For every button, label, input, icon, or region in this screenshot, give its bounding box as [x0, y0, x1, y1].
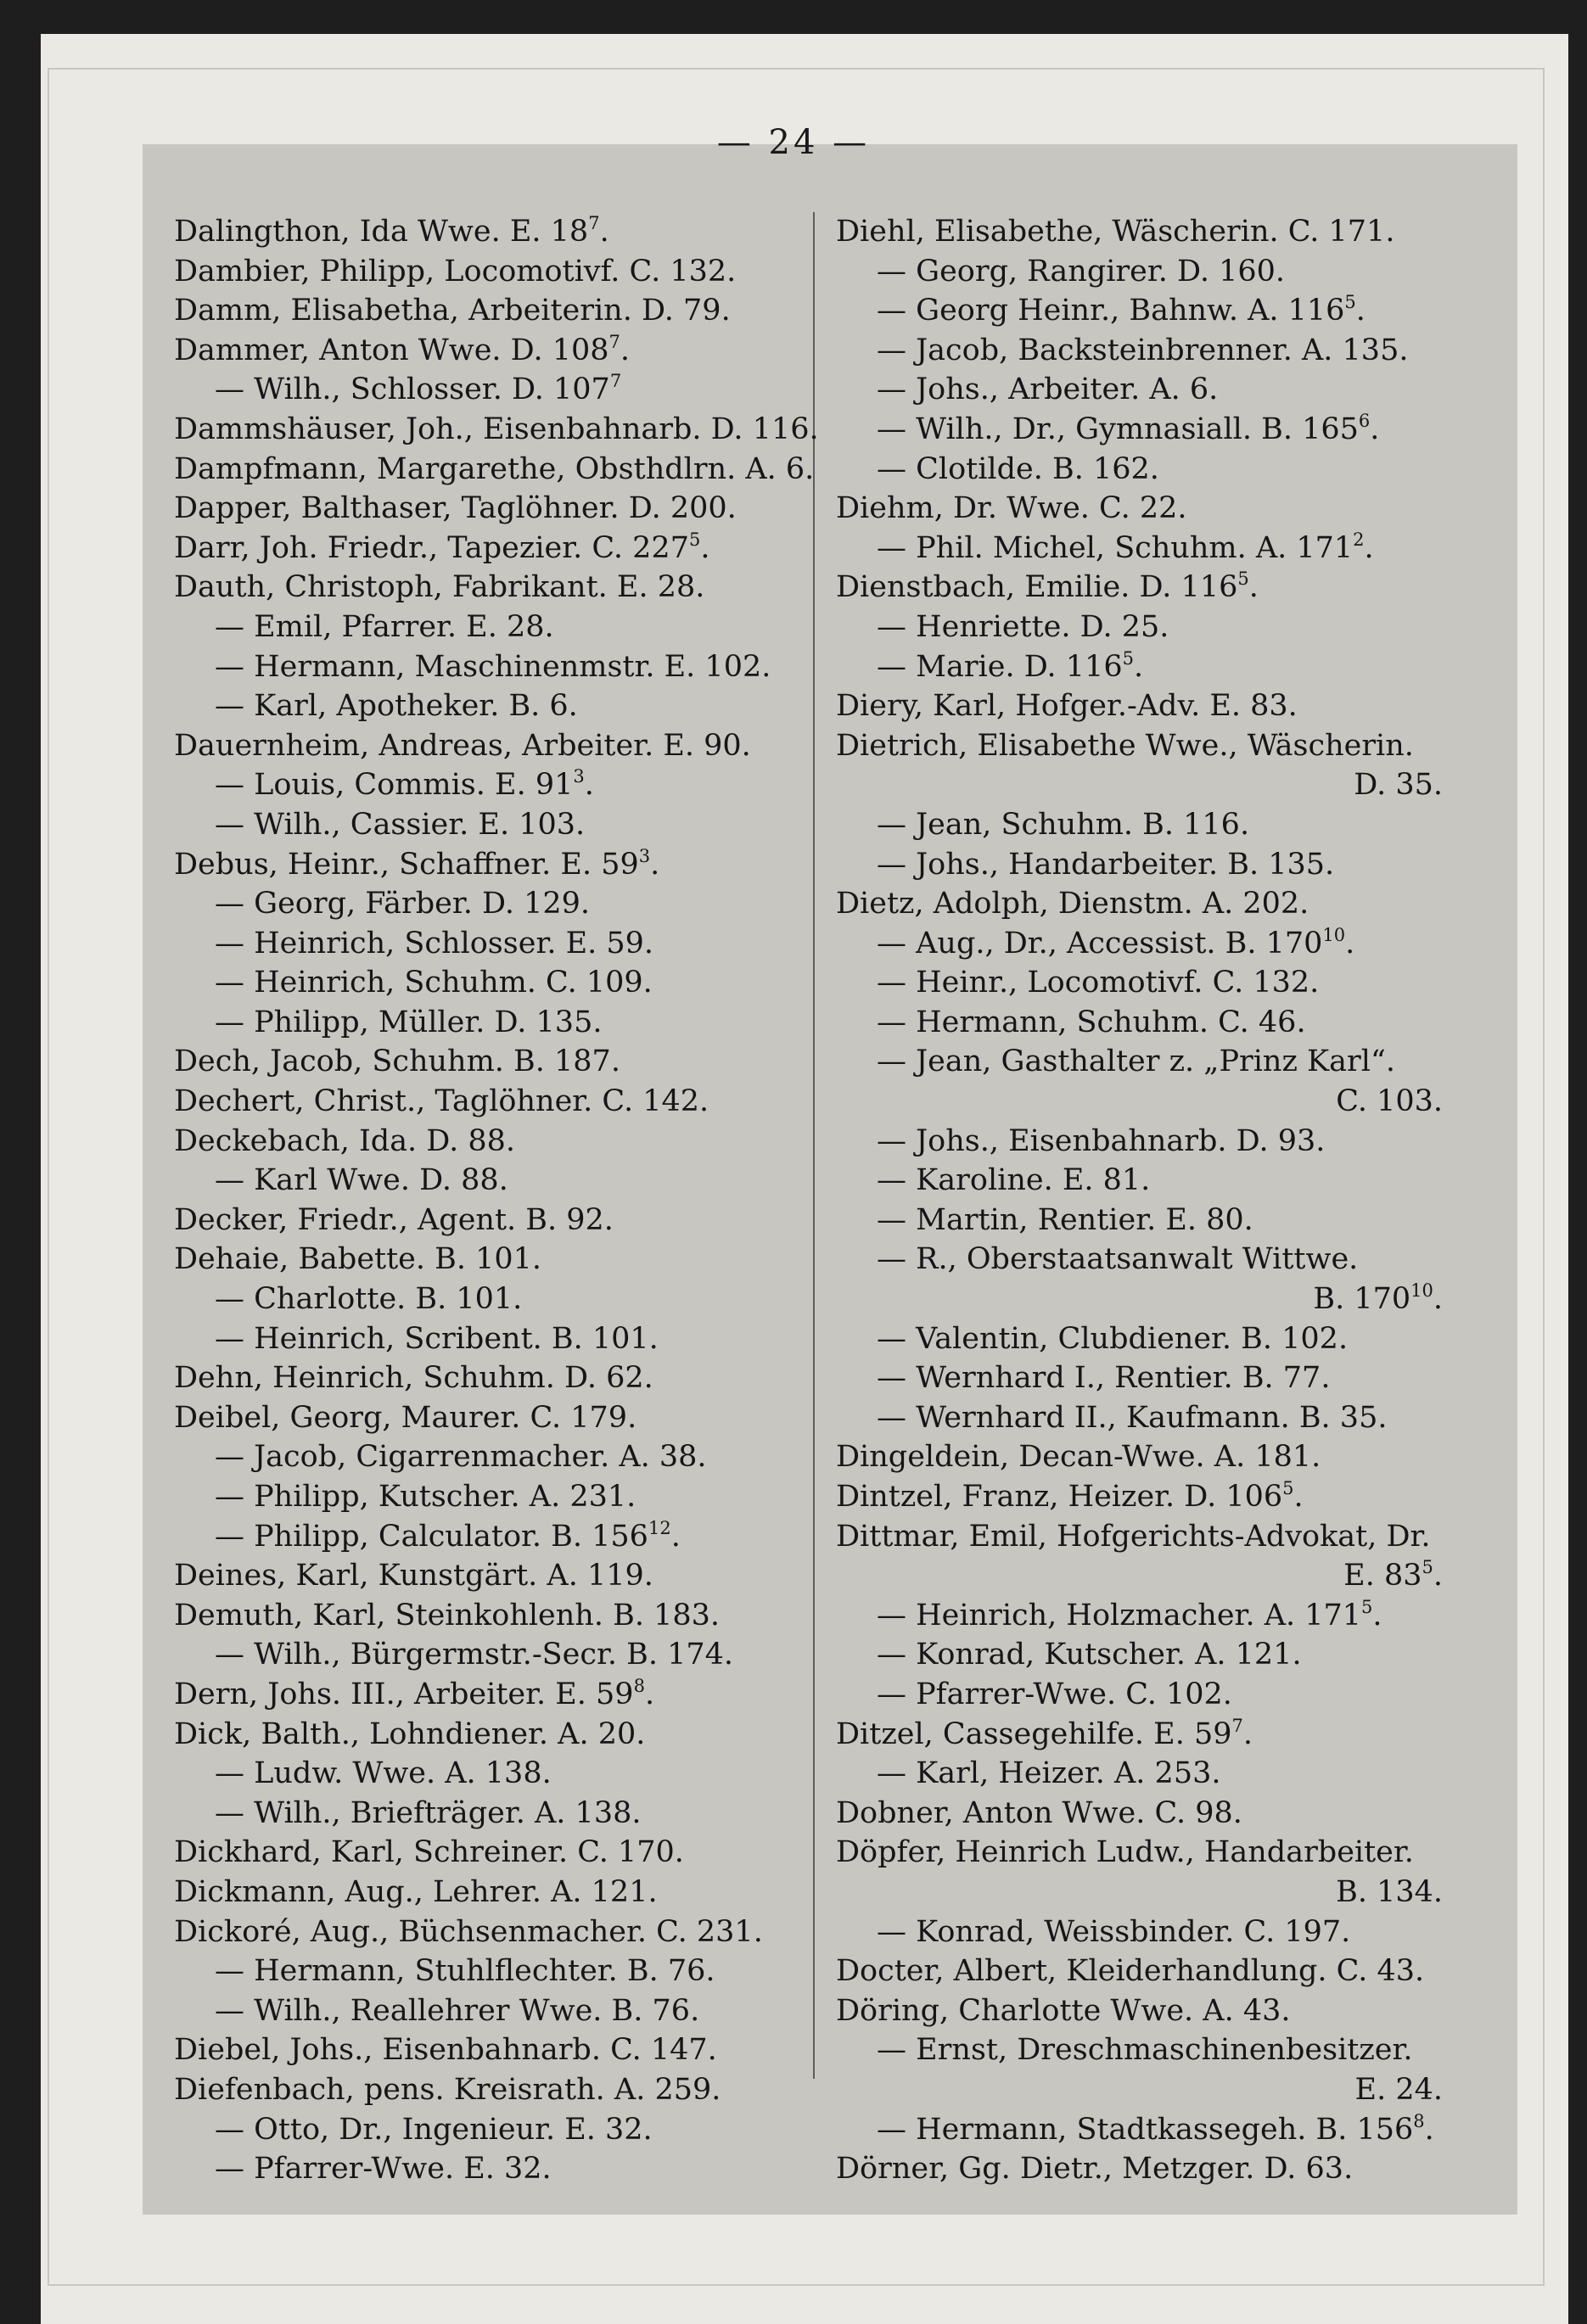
directory-entry	[174, 1003, 810, 1043]
entry-tail: .	[644, 1677, 655, 1711]
directory-entry	[174, 726, 810, 766]
entry-text: Damm, Elisabetha, Arbeiterin. D. 79.	[174, 294, 731, 328]
entry-superscript: 10	[1322, 924, 1346, 945]
directory-entry	[174, 1398, 810, 1438]
directory-entry	[836, 1635, 1468, 1675]
entry-tail: .	[670, 1519, 681, 1554]
entry-tail: .	[1293, 1480, 1304, 1514]
directory-entry	[836, 370, 1468, 410]
entry-text: — Wilh., Cassier. E. 103.	[215, 807, 586, 842]
entry-superscript: 5	[1122, 647, 1134, 669]
entry-text: Dienstbach, Emilie. D. 116	[836, 570, 1238, 605]
entry-text: — Georg, Färber. D. 129.	[215, 887, 591, 921]
entry-tail: .	[1345, 926, 1355, 960]
directory-entry	[836, 845, 1468, 885]
directory-entry	[174, 291, 810, 331]
directory-entry	[836, 1912, 1468, 1952]
directory-entry	[174, 1082, 810, 1122]
entry-tail: .	[599, 215, 609, 249]
directory-entry	[174, 884, 810, 924]
entry-tail: .	[1133, 649, 1144, 684]
directory-entry	[836, 568, 1468, 608]
directory-entry	[836, 1003, 1468, 1043]
entry-text: — Jacob, Backsteinbrenner. A. 135.	[877, 333, 1409, 367]
directory-entry	[174, 1794, 810, 1834]
entry-text: — Hermann, Stuhlflechter. B. 76.	[215, 1954, 715, 1989]
directory-entry	[836, 1437, 1468, 1477]
directory-entry	[174, 489, 810, 529]
entry-text: — Wilh., Schlosser. D. 107	[215, 372, 610, 407]
entry-text: Docter, Albert, Kleiderhandlung. C. 43.	[836, 1954, 1425, 1989]
entry-text: Deines, Karl, Kunstgärt. A. 119.	[174, 1559, 653, 1593]
directory-entry	[174, 1477, 810, 1517]
directory-entry	[174, 1635, 810, 1675]
directory-entry	[174, 1437, 810, 1477]
directory-entry	[836, 2110, 1468, 2150]
entry-superscript: 5	[1237, 568, 1249, 590]
directory-entry	[836, 1873, 1468, 1912]
directory-entry	[836, 1794, 1468, 1834]
entry-text: — Karl Wwe. D. 88.	[215, 1163, 508, 1198]
entry-text: Dampfmann, Margarethe, Obsthdlrn. A. 6.	[174, 451, 815, 486]
entry-text: Diehl, Elisabethe, Wäscherin. C. 171.	[836, 215, 1395, 249]
entry-text: Döpfer, Heinrich Ludw., Handarbeiter.	[836, 1835, 1414, 1870]
directory-entry	[174, 1042, 810, 1082]
directory-entry	[836, 410, 1468, 450]
entry-text: — Konrad, Weissbinder. C. 197.	[877, 1914, 1351, 1949]
directory-entry	[174, 1675, 810, 1715]
entry-text: Dauernheim, Andreas, Arbeiter. E. 90.	[174, 728, 751, 763]
entry-text: — Philipp, Kutscher. A. 231.	[215, 1480, 636, 1514]
directory-entry	[836, 2149, 1468, 2189]
directory-entry	[836, 1517, 1468, 1557]
directory-entry	[836, 647, 1468, 687]
entry-text: — Hermann, Maschinenmstr. E. 102.	[215, 649, 771, 684]
directory-entry	[836, 489, 1468, 529]
entry-superscript: 7	[588, 213, 600, 233]
directory-entry	[174, 410, 819, 450]
entry-text: — Heinrich, Holzmacher. A. 171	[877, 1598, 1362, 1632]
entry-tail: .	[1433, 1282, 1443, 1317]
entry-text: — Konrad, Kutscher. A. 121.	[877, 1638, 1302, 1672]
directory-entry	[836, 686, 1468, 726]
directory-entry	[836, 1833, 1468, 1873]
column-divider	[813, 212, 815, 2079]
directory-entry	[174, 608, 810, 647]
directory-entry	[836, 252, 1468, 292]
entry-tail: .	[1370, 412, 1380, 446]
directory-entry	[174, 2030, 810, 2070]
directory-entry	[836, 1991, 1468, 2031]
entry-text: — Pfarrer-Wwe. E. 32.	[215, 2152, 552, 2187]
entry-text: — Philipp, Müller. D. 135.	[215, 1005, 603, 1039]
directory-entry	[174, 647, 810, 687]
directory-entry	[174, 529, 810, 568]
directory-entry	[836, 1042, 1468, 1082]
directory-entry	[836, 1952, 1468, 1991]
directory-entry	[836, 1122, 1468, 1162]
page-number: — 24 —	[716, 123, 871, 162]
entry-text: — Emil, Pfarrer. E. 28.	[215, 609, 554, 644]
directory-entry	[174, 370, 810, 410]
entry-text: Dietrich, Elisabethe Wwe., Wäscherin.	[836, 728, 1414, 763]
directory-entry	[836, 1319, 1468, 1359]
entry-text: — Jean, Schuhm. B. 116.	[877, 807, 1250, 842]
entry-text: — Valentin, Clubdiener. B. 102.	[877, 1321, 1349, 1356]
entry-tail: .	[1433, 1559, 1443, 1593]
directory-entry	[174, 331, 810, 371]
entry-text: Demuth, Karl, Steinkohlenh. B. 183.	[174, 1598, 721, 1632]
entry-text: Dobner, Anton Wwe. C. 98.	[836, 1795, 1242, 1830]
entry-text: — Pfarrer-Wwe. C. 102.	[877, 1677, 1232, 1711]
entry-tail: .	[1424, 2112, 1434, 2147]
directory-entry	[174, 1517, 810, 1557]
directory-entry	[836, 1082, 1468, 1122]
directory-entry	[174, 1358, 810, 1398]
directory-entry	[174, 805, 810, 845]
entry-superscript: 8	[633, 1675, 645, 1696]
directory-entry	[174, 1280, 810, 1319]
directory-entry	[836, 1398, 1468, 1438]
directory-entry	[174, 1952, 810, 1991]
entry-text: Diebel, Johs., Eisenbahnarb. C. 147.	[174, 2033, 717, 2068]
entry-text: — Aug., Dr., Accessist. B. 170	[877, 926, 1323, 960]
entry-tail: .	[1355, 294, 1365, 328]
directory-entry	[174, 2149, 810, 2189]
directory-entry	[174, 1873, 810, 1912]
entry-tail: .	[650, 847, 660, 882]
entry-text: — Otto, Dr., Ingenieur. E. 32.	[215, 2112, 653, 2147]
entry-text: — Karoline. E. 81.	[877, 1163, 1151, 1198]
directory-entry	[836, 1715, 1468, 1755]
entry-text: Dammer, Anton Wwe. D. 108	[174, 333, 609, 367]
directory-entry	[174, 963, 810, 1003]
directory-entry	[836, 1201, 1468, 1240]
entry-text: B. 134.	[1336, 1874, 1443, 1909]
entry-text: Dapper, Balthaser, Taglöhner. D. 200.	[174, 491, 737, 526]
entry-tail: .	[700, 530, 710, 565]
directory-entry	[174, 1122, 810, 1162]
entry-text: — Heinrich, Schuhm. C. 109.	[215, 966, 653, 1000]
entry-superscript: 12	[648, 1517, 671, 1538]
entry-tail: .	[1372, 1598, 1382, 1632]
directory-entry	[174, 212, 810, 252]
entry-superscript: 7	[609, 371, 622, 392]
entry-superscript: 5	[1422, 1557, 1433, 1578]
entry-text: — Georg, Rangirer. D. 160.	[877, 254, 1285, 288]
entry-text: — Wernhard I., Rentier. B. 77.	[877, 1361, 1331, 1396]
entry-text: Dechert, Christ., Taglöhner. C. 142.	[174, 1084, 709, 1119]
entry-superscript: 3	[638, 845, 651, 866]
entry-text: — Martin, Rentier. E. 80.	[877, 1202, 1253, 1237]
entry-text: Dehaie, Babette. B. 101.	[174, 1242, 542, 1277]
entry-text: C. 103.	[1336, 1084, 1443, 1119]
entry-text: — Louis, Commis. E. 91	[215, 768, 574, 803]
entry-text: Ditzel, Cassegehilfe. E. 59	[836, 1716, 1232, 1751]
entry-text: Debus, Heinr., Schaffner. E. 59	[174, 847, 639, 882]
directory-entry	[836, 924, 1468, 964]
directory-entry	[174, 1319, 810, 1359]
entry-text: — Clotilde. B. 162.	[877, 451, 1159, 486]
entry-superscript: 5	[688, 529, 701, 550]
directory-entry	[174, 568, 810, 608]
entry-tail: .	[1248, 570, 1259, 605]
entry-text: Decker, Friedr., Agent. B. 92.	[174, 1202, 614, 1237]
directory-entry	[174, 2110, 810, 2150]
entry-text: Dickoré, Aug., Büchsenmacher. C. 231.	[174, 1914, 763, 1949]
entry-text: — Heinrich, Schlosser. E. 59.	[215, 926, 654, 960]
directory-entry	[174, 1912, 810, 1952]
entry-text: — Jean, Gasthalter z. „Prinz Karl“.	[877, 1044, 1395, 1079]
directory-entry	[174, 2070, 810, 2110]
directory-entry	[836, 1240, 1468, 1280]
entry-text: — Henriette. D. 25.	[877, 609, 1169, 644]
directory-entry	[174, 1754, 810, 1794]
entry-text: — Philipp, Calculator. B. 156	[215, 1519, 648, 1554]
entry-text: Darr, Joh. Friedr., Tapezier. C. 227	[174, 530, 689, 565]
directory-entry	[836, 608, 1468, 647]
entry-text: — Charlotte. B. 101.	[215, 1282, 523, 1317]
entry-text: — Ernst, Dreschmaschinenbesitzer.	[877, 2033, 1413, 2068]
entry-tail: .	[584, 768, 594, 803]
entry-tail: .	[1364, 530, 1374, 565]
directory-entry	[836, 1161, 1468, 1201]
directory-entry	[836, 1358, 1468, 1398]
entry-text: — Wilh., Briefträger. A. 138.	[215, 1795, 642, 1830]
entry-text: Dietz, Adolph, Dienstm. A. 202.	[836, 887, 1309, 921]
entry-text: E. 83	[1343, 1559, 1422, 1593]
entry-text: — Wernhard II., Kaufmann. B. 35.	[877, 1400, 1388, 1435]
entry-text: Dech, Jacob, Schuhm. B. 187.	[174, 1044, 620, 1079]
entry-superscript: 5	[1344, 292, 1356, 313]
directory-entry	[174, 1240, 810, 1280]
entry-text: Deibel, Georg, Maurer. C. 179.	[174, 1400, 637, 1435]
directory-entry	[174, 1596, 810, 1636]
entry-superscript: 5	[1282, 1478, 1294, 1498]
entry-superscript: 2	[1353, 529, 1365, 550]
entry-text: — Karl, Apotheker. B. 6.	[215, 689, 578, 724]
entry-text: — Johs., Arbeiter. A. 6.	[877, 372, 1219, 407]
entry-text: Deckebach, Ida. D. 88.	[174, 1123, 516, 1158]
directory-entry	[836, 1675, 1468, 1715]
entry-text: — Johs., Eisenbahnarb. D. 93.	[877, 1123, 1326, 1158]
entry-text: D. 35.	[1354, 768, 1443, 803]
directory-entry	[836, 1280, 1468, 1319]
directory-entry	[174, 1556, 810, 1596]
directory-entry	[836, 963, 1468, 1003]
entry-text: — R., Oberstaatsanwalt Wittwe.	[877, 1242, 1359, 1277]
entry-text: Dörner, Gg. Dietr., Metzger. D. 63.	[836, 2152, 1354, 2187]
entry-text: B. 170	[1313, 1282, 1411, 1317]
directory-entry	[836, 884, 1468, 924]
entry-text: Diehm, Dr. Wwe. C. 22.	[836, 491, 1187, 526]
directory-entry	[174, 686, 810, 726]
entry-text: Dickhard, Karl, Schreiner. C. 170.	[174, 1835, 684, 1870]
directory-entry	[836, 1596, 1468, 1636]
entry-text: E. 24.	[1354, 2072, 1443, 2107]
directory-entry	[174, 1991, 810, 2031]
entry-superscript: 5	[1361, 1596, 1373, 1617]
entry-superscript: 3	[573, 766, 585, 787]
entry-superscript: 7	[608, 331, 620, 352]
entry-text: Döring, Charlotte Wwe. A. 43.	[836, 1993, 1291, 2028]
directory-entry	[836, 2070, 1468, 2110]
directory-entry	[836, 331, 1468, 371]
entry-text: — Heinr., Locomotivf. C. 132.	[877, 966, 1320, 1000]
entry-text: Dintzel, Franz, Heizer. D. 106	[836, 1480, 1283, 1514]
entry-text: — Wilh., Reallehrer Wwe. B. 76.	[215, 1993, 700, 2028]
left-column	[174, 212, 819, 2189]
entry-text: — Heinrich, Scribent. B. 101.	[215, 1321, 659, 1356]
entry-text: — Hermann, Schuhm. C. 46.	[877, 1005, 1306, 1039]
entry-text: Dern, Johs. III., Arbeiter. E. 59	[174, 1677, 634, 1711]
directory-entry	[836, 291, 1468, 331]
directory-entry	[174, 845, 810, 885]
directory-entry	[836, 529, 1468, 568]
entry-text: — Phil. Michel, Schuhm. A. 171	[877, 530, 1354, 565]
entry-superscript: 10	[1410, 1280, 1433, 1302]
directory-entry	[174, 1201, 810, 1240]
entry-text: — Johs., Handarbeiter. B. 135.	[877, 847, 1335, 882]
entry-text: — Wilh., Bürgermstr.-Secr. B. 174.	[215, 1638, 734, 1672]
directory-entry	[174, 765, 810, 805]
entry-text: — Hermann, Stadtkassegeh. B. 156	[877, 2112, 1414, 2147]
entry-text: Dick, Balth., Lohndiener. A. 20.	[174, 1716, 646, 1751]
directory-entry	[836, 726, 1468, 766]
directory-entry	[836, 212, 1468, 252]
directory-entry	[174, 1833, 810, 1873]
right-column	[836, 212, 1468, 2189]
directory-entry	[174, 1715, 810, 1755]
entry-text: Dambier, Philipp, Locomotivf. C. 132.	[174, 254, 737, 288]
entry-superscript: 7	[1231, 1715, 1243, 1736]
entry-text: Diery, Karl, Hofger.-Adv. E. 83.	[836, 689, 1298, 724]
directory-entry	[174, 1161, 810, 1201]
entry-text: Dickmann, Aug., Lehrer. A. 121.	[174, 1874, 658, 1909]
directory-entry	[174, 924, 810, 964]
entry-text: Dauth, Christoph, Fabrikant. E. 28.	[174, 570, 705, 605]
entry-text: — Georg Heinr., Bahnw. A. 116	[877, 294, 1345, 328]
directory-entry	[836, 1477, 1468, 1517]
entry-text: — Wilh., Dr., Gymnasiall. B. 165	[877, 412, 1359, 446]
entry-text: Dammshäuser, Joh., Eisenbahnarb. D. 116.	[174, 412, 819, 446]
entry-superscript: 8	[1413, 2110, 1425, 2131]
entry-text: — Jacob, Cigarrenmacher. A. 38.	[215, 1440, 707, 1475]
entry-superscript: 6	[1358, 410, 1371, 431]
entry-text: Dalingthon, Ida Wwe. E. 18	[174, 215, 589, 249]
entry-text: — Karl, Heizer. A. 253.	[877, 1756, 1221, 1791]
directory-entry	[836, 2030, 1468, 2070]
entry-text: Dingeldein, Decan-Wwe. A. 181.	[836, 1440, 1321, 1475]
directory-entry	[836, 1754, 1468, 1794]
directory-entry	[836, 805, 1468, 845]
directory-entry	[174, 252, 810, 292]
entry-tail: .	[620, 333, 631, 367]
entry-text: Diefenbach, pens. Kreisrath. A. 259.	[174, 2072, 721, 2107]
entry-text: — Marie. D. 116	[877, 649, 1123, 684]
directory-entry	[174, 450, 815, 490]
entry-text: Dehn, Heinrich, Schuhm. D. 62.	[174, 1361, 653, 1396]
entry-tail: .	[1242, 1716, 1253, 1751]
directory-entry	[836, 450, 1468, 490]
entry-text: Dittmar, Emil, Hofgerichts-Advokat, Dr.	[836, 1519, 1431, 1554]
directory-entry	[836, 765, 1468, 805]
directory-entry	[836, 1556, 1468, 1596]
entry-text: — Ludw. Wwe. A. 138.	[215, 1756, 552, 1791]
